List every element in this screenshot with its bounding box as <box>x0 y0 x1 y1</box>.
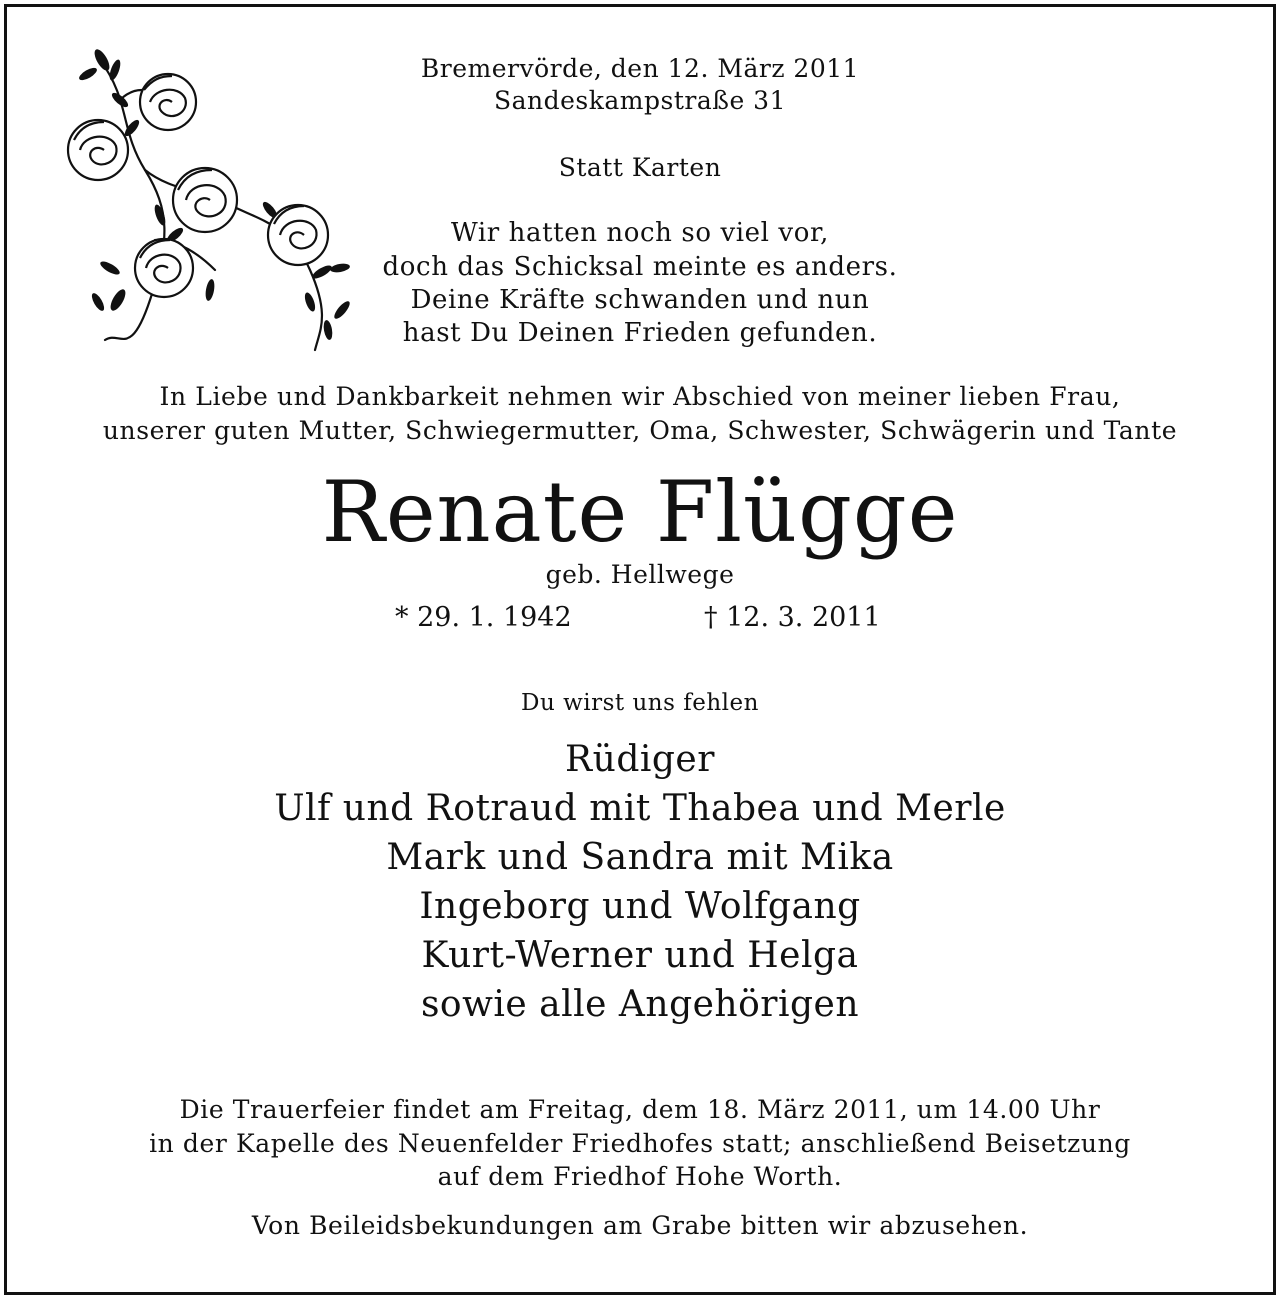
poem-line: Deine Kräfte schwanden und nun <box>410 285 870 315</box>
deceased-name: Renate Flügge <box>321 463 959 561</box>
mourner-line: Ulf und Rotraud mit Thabea und Merle <box>274 788 1006 829</box>
mourner-line: sowie alle Angehörigen <box>420 984 860 1025</box>
intro-line: unserer guten Mutter, Schwiegermutter, Oma, Schwester, Schwägerin und Tante <box>102 416 1178 445</box>
ceremony-line: Die Trauerfeier findet am Freitag, dem 18. März 2011, um 14.00 Uhr <box>179 1095 1101 1124</box>
mourner-line: Rüdiger <box>565 739 715 780</box>
poem-line: doch das Schicksal meinte es anders. <box>382 252 898 282</box>
intro-line: In Liebe und Dankbarkeit nehmen wir Abschied von meiner lieben Frau, <box>159 382 1121 411</box>
address: Sandeskampstraße 31 <box>493 86 786 115</box>
statt-karten: Statt Karten <box>558 153 722 182</box>
ceremony-line: in der Kapelle des Neuenfelder Friedhofes statt; anschließend Beisetzung <box>149 1129 1131 1158</box>
birth-name: geb. Hellwege <box>545 560 735 589</box>
closing-note: Von Beileidsbekundungen am Grabe bitten wir abzusehen. <box>251 1211 1029 1240</box>
poem-line: Wir hatten noch so viel vor, <box>451 218 829 248</box>
farewell-text: Du wirst uns fehlen <box>521 690 759 716</box>
poem-line: hast Du Deinen Frieden gefunden. <box>402 318 878 348</box>
birth-date: * 29. 1. 1942 <box>395 602 572 633</box>
ceremony-line: auf dem Friedhof Hohe Worth. <box>437 1162 843 1191</box>
mourner-line: Ingeborg und Wolfgang <box>419 886 861 927</box>
place-date: Bremervörde, den 12. März 2011 <box>420 54 860 83</box>
mourner-line: Mark und Sandra mit Mika <box>386 837 894 878</box>
mourner-line: Kurt-Werner und Helga <box>421 935 859 976</box>
death-date: † 12. 3. 2011 <box>704 602 881 633</box>
